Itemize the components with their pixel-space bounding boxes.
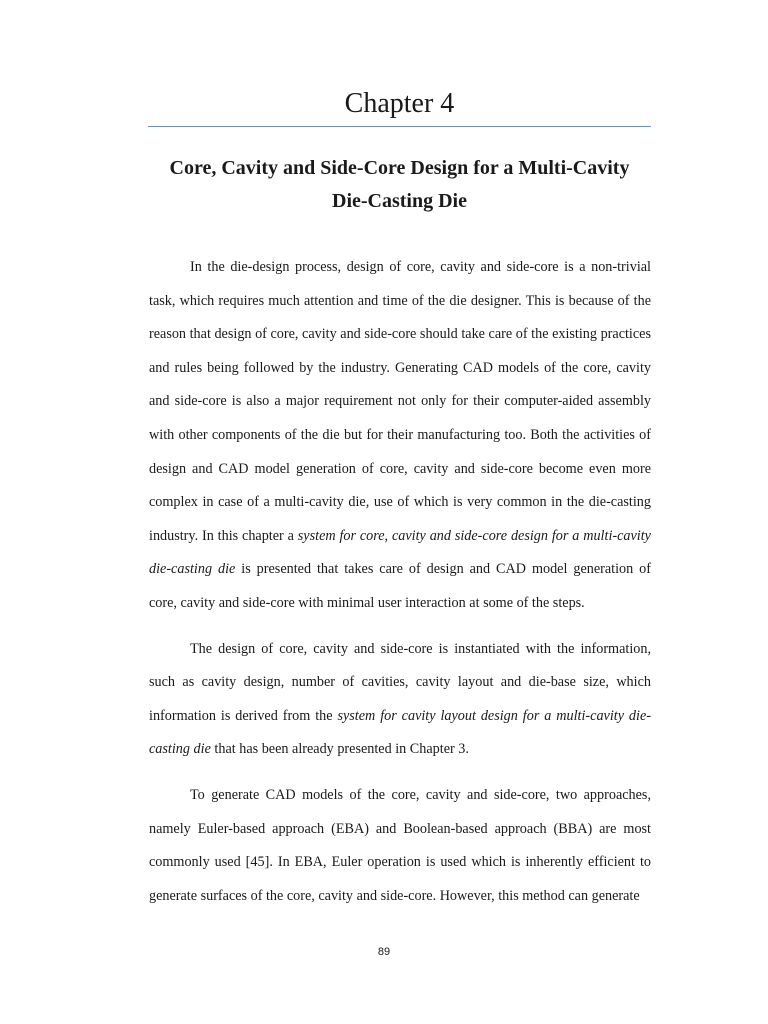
chapter-divider [148,126,651,127]
paragraph-1-emphasis: system for core, cavity and side-core design for a multi-cavity die-casting die [149,527,651,578]
paragraph-1 [149,251,651,621]
paragraph-1-text-b: is presented that takes care of design and CAD model generation of core, cavity and side-core with minimal user interaction at some of the steps. [149,561,651,611]
chapter-title [148,152,651,218]
chapter-title-line-2: Die-Casting Die [332,190,467,212]
paragraph-2-text-b: that has been already presented in Chapter 3. [210,741,469,758]
paragraph-2 [149,633,651,767]
body-text [149,251,651,925]
chapter-title-line-1: Core, Cavity and Side-Core Design for a Multi-Cavity [169,157,630,179]
paragraph-3-text: To generate CAD models of the core, cavity and side-core, two approaches, namely Euler-based approach (EBA) and Boolean-based approach (BBA) are most commonly used [45]. In EBA, Euler operation is used which is inherently efficient to generate surfaces of the core, cavity and side-core. However, this method can generate [149,786,651,904]
paragraph-2-emphasis: system for cavity layout design for a multi-cavity die-casting die [149,707,651,758]
paragraph-3 [149,779,651,913]
paragraph-2-text-a: The design of core, cavity and side-core is instantiated with the information, such as cavity design, number of cavities, cavity layout and die-base size, which information is derived from the [149,640,651,724]
page-number: 89 [377,946,391,958]
chapter-heading: Chapter 4 [344,88,455,119]
paragraph-1-text-a: In the die-design process, design of core, cavity and side-core is a non-trivial task, which requires much attention and time of the die designer. This is because of the reason that design of core, cavity and side-core should take care of the existing practices and rules being followed by the industry. Generating CAD models of the core, cavity and side-core is also a major requirement not only for their computer-aided assembly with other components of the die but for their manufacturing too. Both the activities of design and CAD model generation of core, cavity and side-core become even more complex in case of a multi-cavity die, use of which is very common in the die-casting industry. In this chapter a [149,259,651,544]
